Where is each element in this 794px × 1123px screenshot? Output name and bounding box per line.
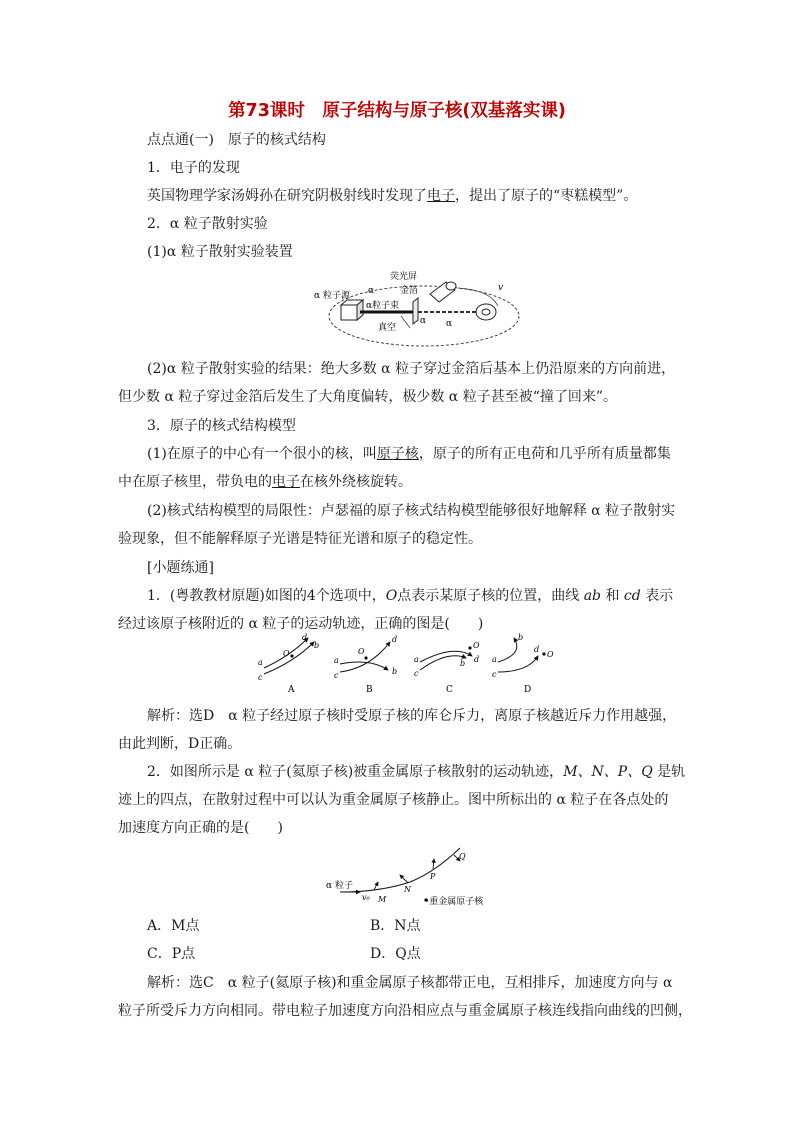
text: 表示 [640,588,674,604]
subsection-apparatus: (1)α 粒子散射实验装置 [147,244,293,260]
svg-text:a: a [258,658,263,667]
label-q: Q [459,852,466,861]
page-title: 第73课时 原子结构与原子核(双基落实课) [228,101,566,121]
subsection-title-electron: 1．电子的发现 [147,160,240,176]
option-d-diagram [492,633,554,695]
arrow-m [374,882,378,890]
svg-text:a: a [334,656,339,665]
svg-text:c: c [258,673,263,682]
eyepiece-lens [482,309,490,315]
vacuum-pointer [401,316,410,328]
gold-foil [413,298,418,324]
svg-text:b: b [314,641,320,650]
underlined-term: 电子 [427,188,455,204]
option-c-diagram [414,641,480,695]
answer-1-line-2: 由此判断，D正确。 [118,736,242,752]
label-nucleus: •重金属原子核 [424,897,484,907]
scattering-trajectory-figure [320,842,490,912]
svg-text:d: d [392,635,398,644]
paragraph-model-2-cont: 验现象，但不能解释原子光谱是特征光谱和原子的稳定性。 [118,531,482,547]
option-b-label: B [366,685,373,695]
option-d: D．Q点 [370,946,421,962]
text: 1．(粤教教材原题)如图的4个选项中， [147,588,386,604]
svg-text:O: O [473,641,480,650]
trajectory-options-figure [252,632,552,696]
option-a: A．M点 [147,918,200,934]
paragraph-result-2: 但少数 α 粒子穿过金箔后发生了大角度偏转，极少数 α 粒子甚至被“撞了回来”。 [118,389,618,405]
question-2-line-1 [147,763,685,781]
text: (1)在原子的中心有一个很小的核，叫 [147,446,377,462]
option-b-diagram [334,635,397,695]
text: 2．如图所示是 α 粒子(氦原子核)被重金属原子核散射的运动轨迹， [147,764,564,780]
svg-text:O: O [358,647,365,656]
scattering-apparatus-figure [308,268,523,350]
answer-2-line-1: 解析：选C α 粒子(氦原子核)和重金属原子核都带正电，互相排斥，加速度方向与 α [147,975,673,991]
text: 在核外绕核旋转。 [300,474,412,490]
screen-lens [446,282,456,290]
rotation-arc [458,288,498,306]
underlined-term: 电子 [272,474,300,490]
label-screen: 荧光屏 [390,272,418,282]
svg-text:c: c [492,670,497,679]
svg-text:d: d [534,645,540,654]
question-1-line-1 [147,587,673,605]
arrow-p [433,859,434,869]
trajectory-curve [340,848,460,892]
underlined-term: 原子核 [376,446,419,462]
svg-text:b: b [460,659,466,668]
paragraph-electron-discovery [147,187,637,205]
label-beam: α粒子束 [366,301,400,311]
label-gold: 金箔 [400,286,419,296]
curve-ab: ab [583,588,601,604]
answer-2-line-2: 粒子所受斥力方向相同。带电粒子加速度方向沿相应点与重金属原子核连线指向曲线的凹侧， [118,1003,692,1019]
section-heading: 点点通(一) 原子的核式结构 [147,132,326,148]
arrow-n [400,875,408,883]
option-a-label: A [288,685,295,695]
answer-1-line-1: 解析：选D α 粒子经过原子核时受原子核的库仑斥力，离原子核越近斥力作用越强， [147,708,677,724]
label-source: α 粒子源 [314,291,350,301]
option-c: C．P点 [147,946,196,962]
paragraph-result-1: (2)α 粒子散射实验的结果：绝大多数 α 粒子穿过金箔后基本上仍沿原来的方向前进， [147,361,676,377]
label-alpha-mid: α [420,316,427,326]
paragraph-model-2: (2)核式结构模型的局限性：卢瑟福的原子核式结构模型能够很好地解释 α 粒子散射实 [147,503,676,519]
practice-heading: [小题练通] [147,560,214,576]
label-alpha-right: α [446,319,453,329]
text: 英国物理学家汤姆孙在研究阴极射线时发现了 [147,188,427,204]
svg-text:d: d [302,633,308,642]
svg-text:c: c [414,669,419,678]
alpha-source-box [341,305,357,320]
text: ，原子的所有正电荷和几乎所有质量都集 [418,446,671,462]
points-mnpq: M、N、P、Q [563,764,653,780]
subsection-title-model: 3．原子的核式结构模型 [147,418,296,434]
label-p: P [430,872,436,881]
option-d-label: D [524,685,532,695]
label-particle: α 粒子 [326,881,353,891]
label-v0: v₀ [362,893,370,902]
text: 是轨 [652,764,686,780]
svg-text:O: O [283,649,290,658]
question-2-line-2: 迹上的四点，在散射过程中可以认为重金属原子核静止。图中所标出的 α 粒子在各点处的 [118,792,669,808]
option-b: B．N点 [370,918,421,934]
question-1-line-2: 经过该原子核附近的 α 粒子的运动轨迹，正确的图是( ) [118,616,484,632]
paragraph-model-1 [147,445,671,463]
point-o: O [385,588,398,604]
label-m: M [378,895,387,904]
label-n: N [404,885,411,894]
option-a-diagram [258,633,319,695]
label-alpha-left: α [368,286,375,296]
option-c-label: C [446,685,453,695]
text: 和 [601,588,624,604]
question-2-line-3: 加速度方向正确的是( ) [118,820,283,836]
label-vacuum: 真空 [378,323,397,333]
svg-text:b: b [518,633,524,642]
svg-text:a: a [492,655,497,664]
svg-text:c: c [334,671,339,680]
subsection-title-scattering: 2．α 粒子散射实验 [147,216,268,232]
text: 中在原子核里，带负电的 [118,474,272,490]
text: 点表示某原子核的位置，曲线 [397,588,584,604]
svg-text:d: d [474,655,480,664]
svg-text:a: a [414,655,419,664]
svg-text:b: b [392,667,398,676]
svg-text:O: O [547,650,554,659]
curve-cd: cd [623,588,641,604]
text: ，提出了原子的“枣糕模型”。 [455,188,638,204]
label-v: v [498,283,504,293]
paragraph-model-1-cont [118,473,412,491]
